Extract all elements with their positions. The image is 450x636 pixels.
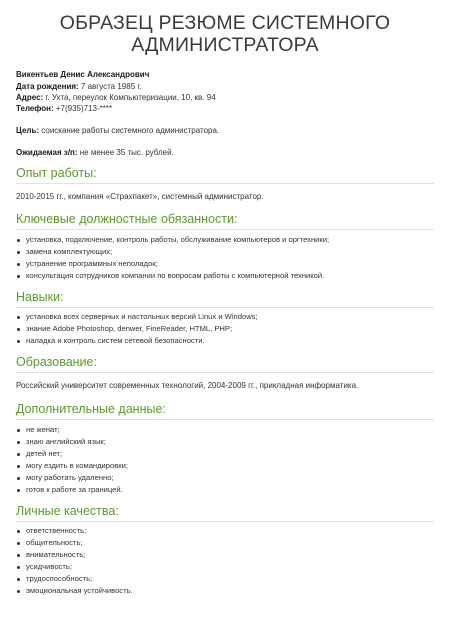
salary-value: не менее 35 тыс. рублей. (77, 148, 174, 157)
list-item: не женат; (16, 424, 128, 436)
goal-row (16, 125, 219, 136)
phone-value: +7(935)713-**** (53, 104, 113, 113)
experience-text: 2010-2015 гг., компания «Страхпакет», системный администратор. (16, 192, 264, 201)
list-item: детей нет; (16, 448, 128, 460)
list-item: готов к работе за границей. (16, 484, 128, 496)
phone-row (16, 103, 112, 114)
salary-label: Ожидаемая з/п: (16, 148, 78, 157)
list-item: установка, подключение, контроль работы, обслуживание компьютеров и оргтехники; (16, 234, 329, 246)
skills-heading: Навыки: (16, 290, 434, 308)
list-item: усидчивость; (16, 561, 133, 573)
address-value: г. Ухта, переулок Компьютеризации, 10, кв. 94 (43, 93, 216, 102)
goal-value: соискание работы системного администратора. (39, 126, 220, 135)
list-item: консультация сотрудников компании по вопросам работы с компьютерной техникой. (16, 270, 329, 282)
duties-heading: Ключевые должностные обязанности: (16, 212, 434, 230)
experience-heading: Опыт работы: (16, 166, 434, 184)
dob-value: 7 августа 1985 г. (78, 82, 142, 91)
address-row (16, 92, 216, 103)
education-text: Российский университет современных технологий, 2004-2009 гг., прикладная информатика. (16, 381, 359, 390)
list-item: общительность; (16, 537, 133, 549)
list-item: знаю английский язык; (16, 436, 128, 448)
list-item: внимательность; (16, 549, 133, 561)
duties-list (16, 234, 329, 282)
education-heading: Образование: (16, 355, 434, 373)
page-title-line-1: ОБРАЗЕЦ РЕЗЮМЕ СИСТЕМНОГО (59, 12, 391, 34)
skills-list (16, 311, 258, 347)
list-item: ответственность; (16, 525, 133, 537)
additional-list (16, 424, 128, 496)
list-item: замена комплектующих; (16, 246, 329, 258)
goal-label: Цель: (16, 126, 40, 135)
list-item: трудоспособность; (16, 573, 133, 585)
candidate-name (16, 69, 149, 80)
address-label: Адрес: (16, 93, 44, 102)
list-item: могу ездить в командировки; (16, 460, 128, 472)
dob-label: Дата рождения: (16, 82, 79, 91)
candidate-name-text: Викентьев Денис Александрович (16, 70, 150, 79)
list-item: устранение программных неполадок; (16, 258, 329, 270)
page-title-line-2: АДМИНИСТРАТОРА (131, 34, 319, 56)
list-item: установка всех серверных и настольных версий Linux и Windows; (16, 311, 258, 323)
salary-row (16, 147, 174, 158)
list-item: могу работать удаленно; (16, 472, 128, 484)
dob-row (16, 81, 142, 92)
additional-heading: Дополнительные данные: (16, 402, 434, 420)
qualities-heading: Личные качества: (16, 504, 434, 522)
list-item: наладка и контроль систем сетевой безопасности. (16, 335, 258, 347)
phone-label: Телефон: (16, 104, 54, 113)
qualities-list (16, 525, 133, 597)
list-item: эмоциональная устойчивость. (16, 585, 133, 597)
list-item: знание Adobe Photoshop, denwer, FineReader, HTML, PHP; (16, 323, 258, 335)
